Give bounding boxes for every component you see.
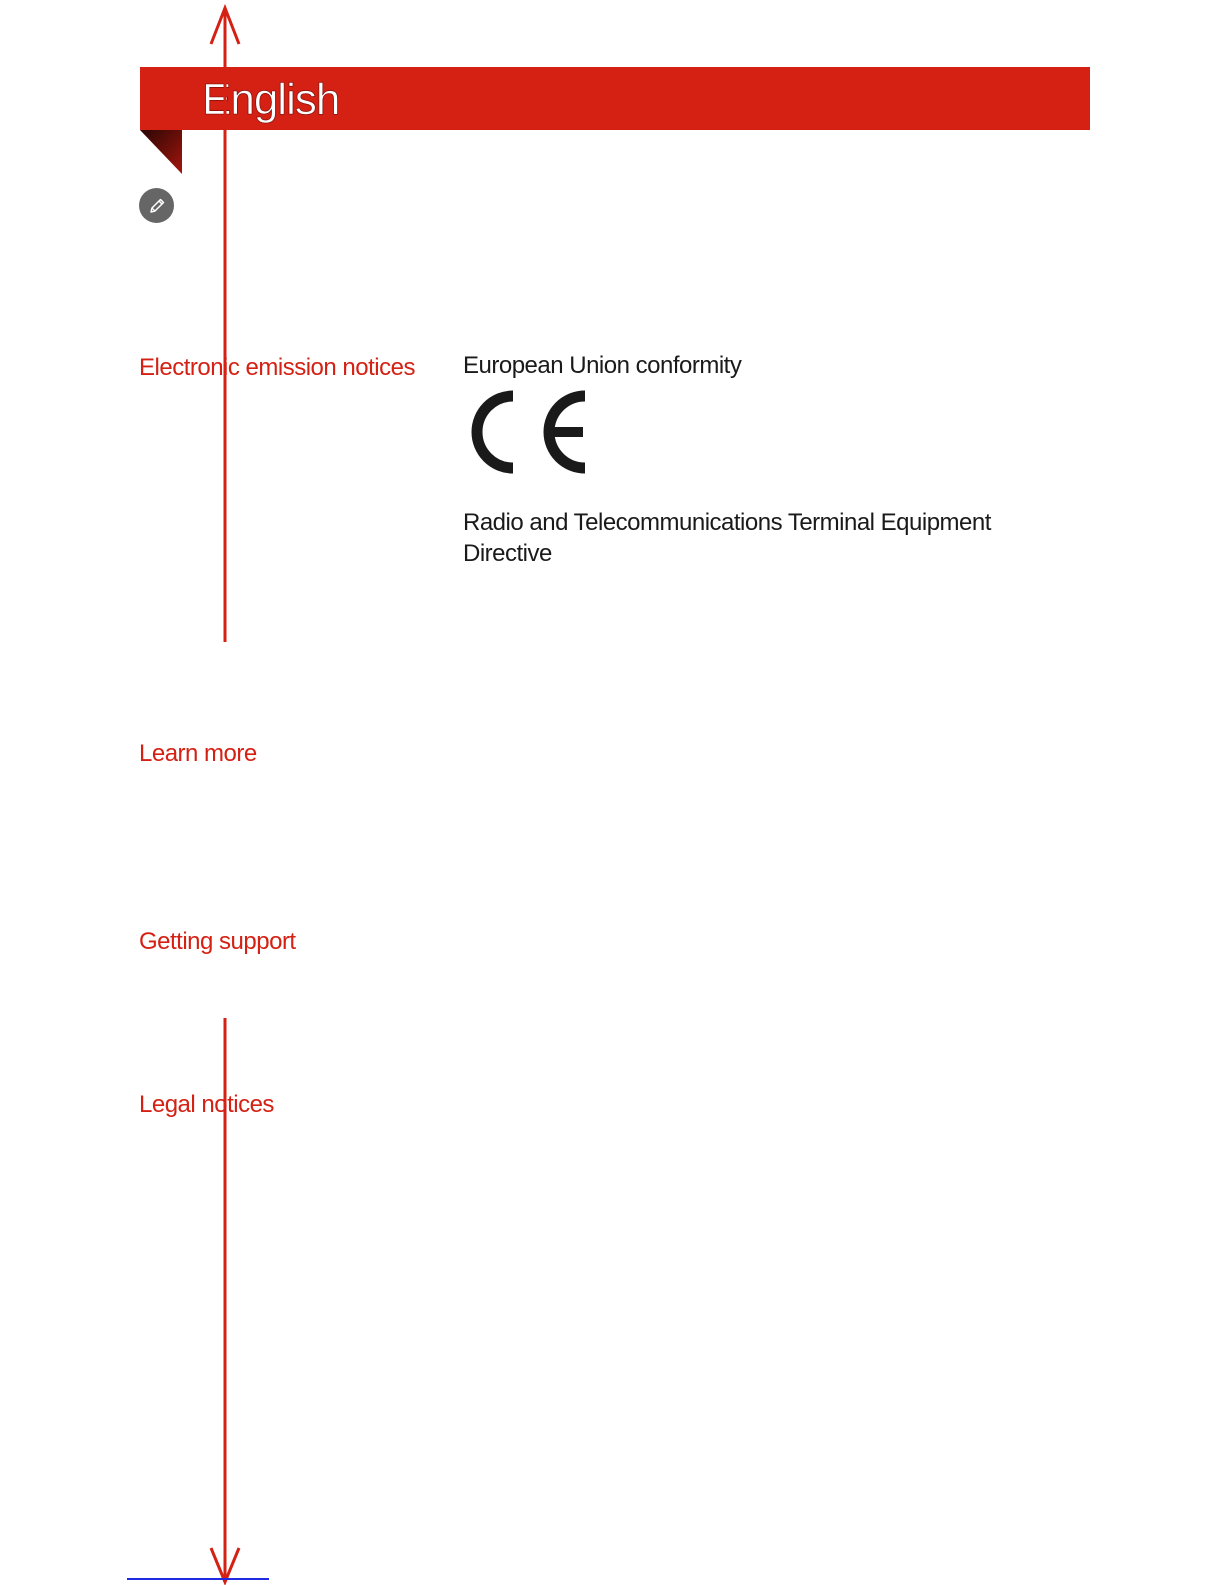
- section-heading-legal: Legal notices: [139, 1091, 274, 1118]
- bottom-rule: [127, 1578, 269, 1580]
- ribbon-fold-icon: [140, 130, 182, 174]
- section-heading-learn-more: Learn more: [139, 740, 257, 767]
- ce-mark-icon: [463, 388, 593, 476]
- section-heading-emission: Electronic emission notices: [139, 354, 415, 381]
- page-title: English: [202, 75, 340, 124]
- pencil-icon: [139, 188, 174, 223]
- rtte-directive-heading: Radio and Telecommunications Terminal Equipment Directive: [463, 509, 991, 567]
- section-heading-support: Getting support: [139, 928, 296, 955]
- eu-conformity-heading: European Union conformity: [463, 352, 742, 379]
